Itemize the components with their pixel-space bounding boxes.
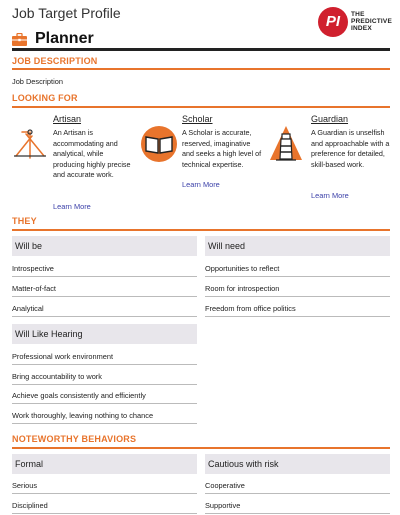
job-description-text: Job Description [12,77,63,86]
list-divider [12,296,197,297]
list-divider [205,296,390,297]
logo-wordmark: THE PREDICTIVE INDEX [351,11,393,32]
list-item: Matter-of-fact [12,284,56,293]
list-divider [12,423,197,424]
list-item: Freedom from office politics [205,304,296,313]
cautious-with-risk-header: Cautious with risk [205,454,390,474]
list-item: Introspective [12,264,54,273]
section-heading-job-description: JOB DESCRIPTION [12,56,98,66]
job-title-row [12,29,94,49]
section-heading-they: THEY [12,216,37,226]
section-divider [12,68,390,70]
lighthouse-icon [268,124,304,164]
briefcase-icon [12,33,27,46]
pattern-name-guardian[interactable]: Guardian [311,114,349,124]
list-item: Disciplined [12,501,48,510]
list-item: Bring accountability to work [12,372,102,381]
pattern-description-guardian: A Guardian is unselfish and approachable with a preference for detailed, skill-based work. [311,128,390,169]
section-divider [12,447,390,449]
list-divider [205,316,390,317]
list-item: Achieve goals consistently and efficiently [12,391,146,400]
list-item: Supportive [205,501,241,510]
list-item: Serious [12,481,38,490]
list-item: Work thoroughly, leaving nothing to chance [12,411,154,420]
will-need-header: Will need [205,236,390,256]
formal-header: Formal [12,454,197,474]
predictive-index-logo [318,7,393,39]
list-item: Professional work environment [12,352,114,361]
list-divider [205,493,390,494]
section-heading-looking-for: LOOKING FOR [12,93,78,103]
list-item: Analytical [12,304,44,313]
list-divider [205,513,390,514]
book-icon [141,126,177,162]
job-title: Planner [35,30,94,47]
page-title: Job Target Profile [12,5,121,21]
section-heading-noteworthy-behaviors: NOTEWORTHY BEHAVIORS [12,434,137,444]
list-divider [12,493,197,494]
pattern-description-artisan: An Artisan is accommodating and analytical, while producing highly precise and accurate work. [53,128,131,179]
list-divider [12,403,197,404]
pattern-description-scholar: A Scholar is accurate, reserved, imaginative and seeks a high level of technical expertise. [182,128,262,169]
learn-more-link-guardian[interactable]: Learn More [311,191,349,200]
section-divider [12,106,390,108]
learn-more-link-artisan[interactable]: Learn More [53,202,91,211]
pattern-name-artisan[interactable]: Artisan [53,114,82,124]
header-divider [12,48,390,51]
list-divider [12,513,197,514]
tools-icon [12,128,48,160]
list-divider [12,276,197,277]
list-item: Room for introspection [205,284,280,293]
list-divider [12,384,197,385]
will-like-hearing-header: Will Like Hearing [12,324,197,344]
learn-more-link-scholar[interactable]: Learn More [182,180,220,189]
list-divider [205,276,390,277]
pi-logo-icon: PI [318,7,348,37]
list-item: Cooperative [205,481,245,490]
pattern-name-scholar[interactable]: Scholar [182,114,213,124]
list-divider [12,364,197,365]
list-item: Opportunities to reflect [205,264,280,273]
will-be-header: Will be [12,236,197,256]
section-divider [12,229,390,231]
list-divider [12,316,197,317]
